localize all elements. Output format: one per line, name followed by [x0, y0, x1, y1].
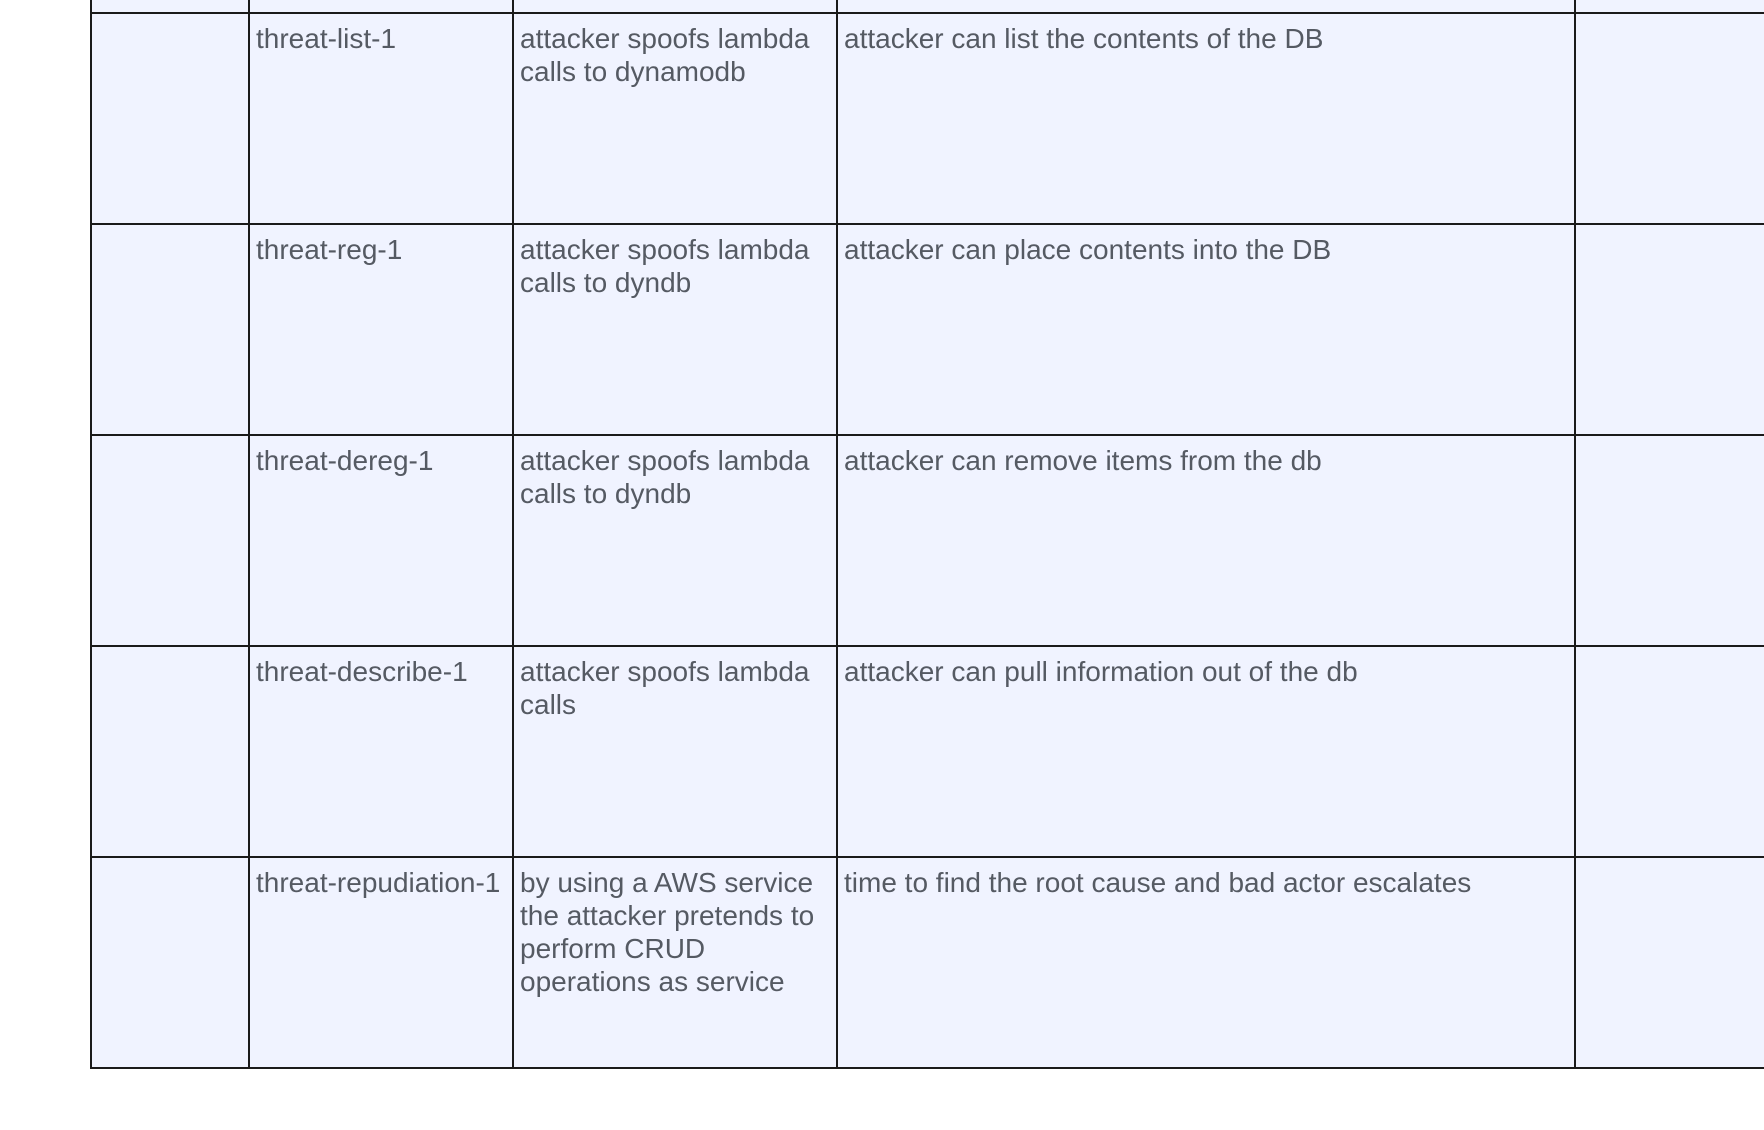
threat-impact-cell: attacker can pull information out of the db	[837, 646, 1575, 857]
threat-id-cell: threat-list-1	[249, 13, 513, 224]
threat-impact-cell: attacker can list the contents of the DB	[837, 13, 1575, 224]
threat-description-cell: by using a AWS service the attacker pretends to perform CRUD operations as service	[513, 857, 837, 1068]
table-cell-empty	[1575, 13, 1764, 224]
table-row-partial	[91, 0, 1764, 13]
table-cell-empty	[513, 0, 837, 13]
table-cell-empty	[91, 224, 249, 435]
table-row	[91, 435, 1764, 646]
table-cell-empty	[91, 13, 249, 224]
table-row	[91, 224, 1764, 435]
table-cell-empty	[91, 646, 249, 857]
threat-impact-cell: attacker can remove items from the db	[837, 435, 1575, 646]
threat-id-cell: threat-repudiation-1	[249, 857, 513, 1068]
table-cell-empty	[837, 0, 1575, 13]
threat-id-cell: threat-dereg-1	[249, 435, 513, 646]
threat-impact-cell: time to find the root cause and bad actor escalates	[837, 857, 1575, 1068]
table-cell-empty	[1575, 857, 1764, 1068]
threat-impact-cell: attacker can place contents into the DB	[837, 224, 1575, 435]
threat-description-cell: attacker spoofs lambda calls	[513, 646, 837, 857]
table-cell-empty	[1575, 224, 1764, 435]
threat-table	[90, 0, 1764, 1069]
threat-description-cell: attacker spoofs lambda calls to dyndb	[513, 224, 837, 435]
threat-table-container	[90, 0, 1764, 1069]
table-cell-empty	[1575, 0, 1764, 13]
table-row	[91, 857, 1764, 1068]
table-cell-empty	[91, 857, 249, 1068]
threat-id-cell: threat-reg-1	[249, 224, 513, 435]
threat-description-cell: attacker spoofs lambda calls to dyndb	[513, 435, 837, 646]
table-cell-empty	[1575, 435, 1764, 646]
threat-id-cell: threat-describe-1	[249, 646, 513, 857]
table-cell-empty	[249, 0, 513, 13]
table-row	[91, 13, 1764, 224]
table-cell-empty	[91, 0, 249, 13]
table-cell-empty	[1575, 646, 1764, 857]
table-row	[91, 646, 1764, 857]
table-cell-empty	[91, 435, 249, 646]
threat-description-cell: attacker spoofs lambda calls to dynamodb	[513, 13, 837, 224]
